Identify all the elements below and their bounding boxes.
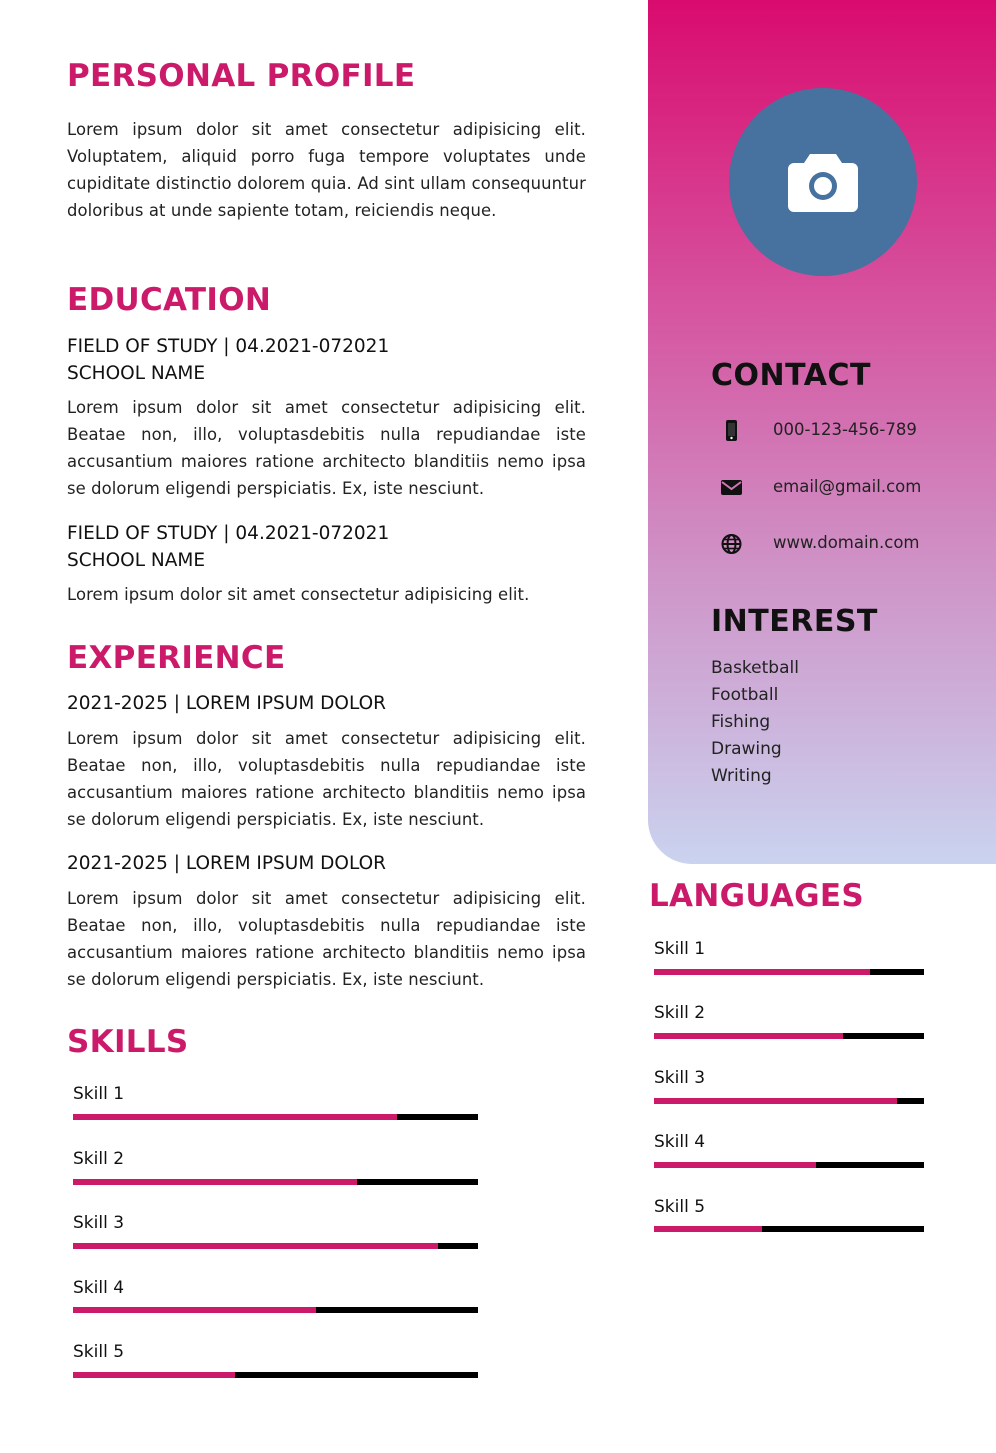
interest-item: Drawing (711, 739, 782, 759)
interest-item: Basketball (711, 658, 799, 678)
skill-label: Skill 1 (73, 1084, 125, 1104)
contact-heading: CONTACT (711, 358, 871, 393)
phone-icon (718, 419, 746, 443)
skill-label: Skill 2 (73, 1149, 125, 1169)
education-entry-school: SCHOOL NAME (67, 550, 206, 571)
envelope-icon (718, 476, 746, 500)
experience-entry-text: Lorem ipsum dolor sit amet consectetur adipisicing elit. Beatae non, illo, voluptasdebitis nulla repudiandae iste accusantium maiores ratione architecto blanditiis nemo ipsa se dolorum eligendi perspiciatis. Ex, iste nesciunt. (67, 729, 586, 829)
language-label: Skill 5 (654, 1197, 706, 1217)
language-label: Skill 4 (654, 1132, 706, 1152)
language-bar-fill (654, 969, 870, 975)
interest-heading: INTEREST (711, 604, 878, 639)
interest-item: Football (711, 685, 779, 705)
language-bar-fill (654, 1226, 762, 1232)
experience-heading: EXPERIENCE (67, 640, 286, 676)
email-text[interactable]: email@gmail.com (773, 477, 922, 496)
profile-photo-placeholder[interactable] (729, 88, 917, 276)
language-bar-fill (654, 1098, 897, 1104)
experience-entry-title: 2021-2025 | LOREM IPSUM DOLOR (67, 853, 387, 874)
website-text[interactable]: www.domain.com (773, 533, 920, 552)
language-bar-fill (654, 1162, 816, 1168)
skill-bar (73, 1114, 478, 1120)
skills-heading: SKILLS (67, 1024, 189, 1060)
language-bar (654, 1033, 924, 1039)
language-bar (654, 1226, 924, 1232)
skill-label: Skill 4 (73, 1278, 125, 1298)
sidebar (648, 0, 996, 864)
skill-bar-fill (73, 1179, 357, 1185)
skill-bar-fill (73, 1372, 235, 1378)
skill-label: Skill 5 (73, 1342, 125, 1362)
phone-text[interactable]: 000-123-456-789 (773, 420, 917, 439)
language-bar (654, 969, 924, 975)
interest-item: Fishing (711, 712, 771, 732)
skill-bar (73, 1372, 478, 1378)
skill-bar (73, 1179, 478, 1185)
experience-entry-title: 2021-2025 | LOREM IPSUM DOLOR (67, 693, 387, 714)
education-entry-text: Lorem ipsum dolor sit amet consectetur adipisicing elit. (67, 585, 530, 604)
education-entry-title: FIELD OF STUDY | 04.2021-072021 (67, 523, 390, 544)
skill-bar-fill (73, 1243, 438, 1249)
interest-item: Writing (711, 766, 772, 786)
language-label: Skill 3 (654, 1068, 706, 1088)
globe-icon (718, 532, 746, 556)
language-bar (654, 1098, 924, 1104)
skill-bar (73, 1243, 478, 1249)
education-entry-school: SCHOOL NAME (67, 363, 206, 384)
language-bar-fill (654, 1033, 843, 1039)
experience-entry-text: Lorem ipsum dolor sit amet consectetur adipisicing elit. Beatae non, illo, voluptasdebitis nulla repudiandae iste accusantium maiores ratione architecto blanditiis nemo ipsa se dolorum eligendi perspiciatis. Ex, iste nesciunt. (67, 889, 586, 989)
skill-bar-fill (73, 1307, 316, 1313)
education-entry-title: FIELD OF STUDY | 04.2021-072021 (67, 336, 390, 357)
language-label: Skill 1 (654, 939, 706, 959)
education-heading: EDUCATION (67, 282, 272, 318)
education-entry-text: Lorem ipsum dolor sit amet consectetur adipisicing elit. Beatae non, illo, voluptasdebitis nulla repudiandae iste accusantium maiores ratione architecto blanditiis nemo ipsa se dolorum eligendi perspiciatis. Ex, iste nesciunt. (67, 398, 586, 498)
profile-text: Lorem ipsum dolor sit amet consectetur adipisicing elit. Voluptatem, aliquid porro fuga tempore voluptates unde cupiditate distinctio dolorem quia. Ad sint ullam consequuntur doloribus at unde sapiente totam, reiciendis neque. (67, 120, 586, 220)
language-bar (654, 1162, 924, 1168)
skill-label: Skill 3 (73, 1213, 125, 1233)
language-label: Skill 2 (654, 1003, 706, 1023)
profile-heading: PERSONAL PROFILE (67, 58, 416, 94)
camera-icon (786, 150, 860, 214)
languages-heading: LANGUAGES (649, 878, 864, 914)
skill-bar (73, 1307, 478, 1313)
skill-bar-fill (73, 1114, 397, 1120)
